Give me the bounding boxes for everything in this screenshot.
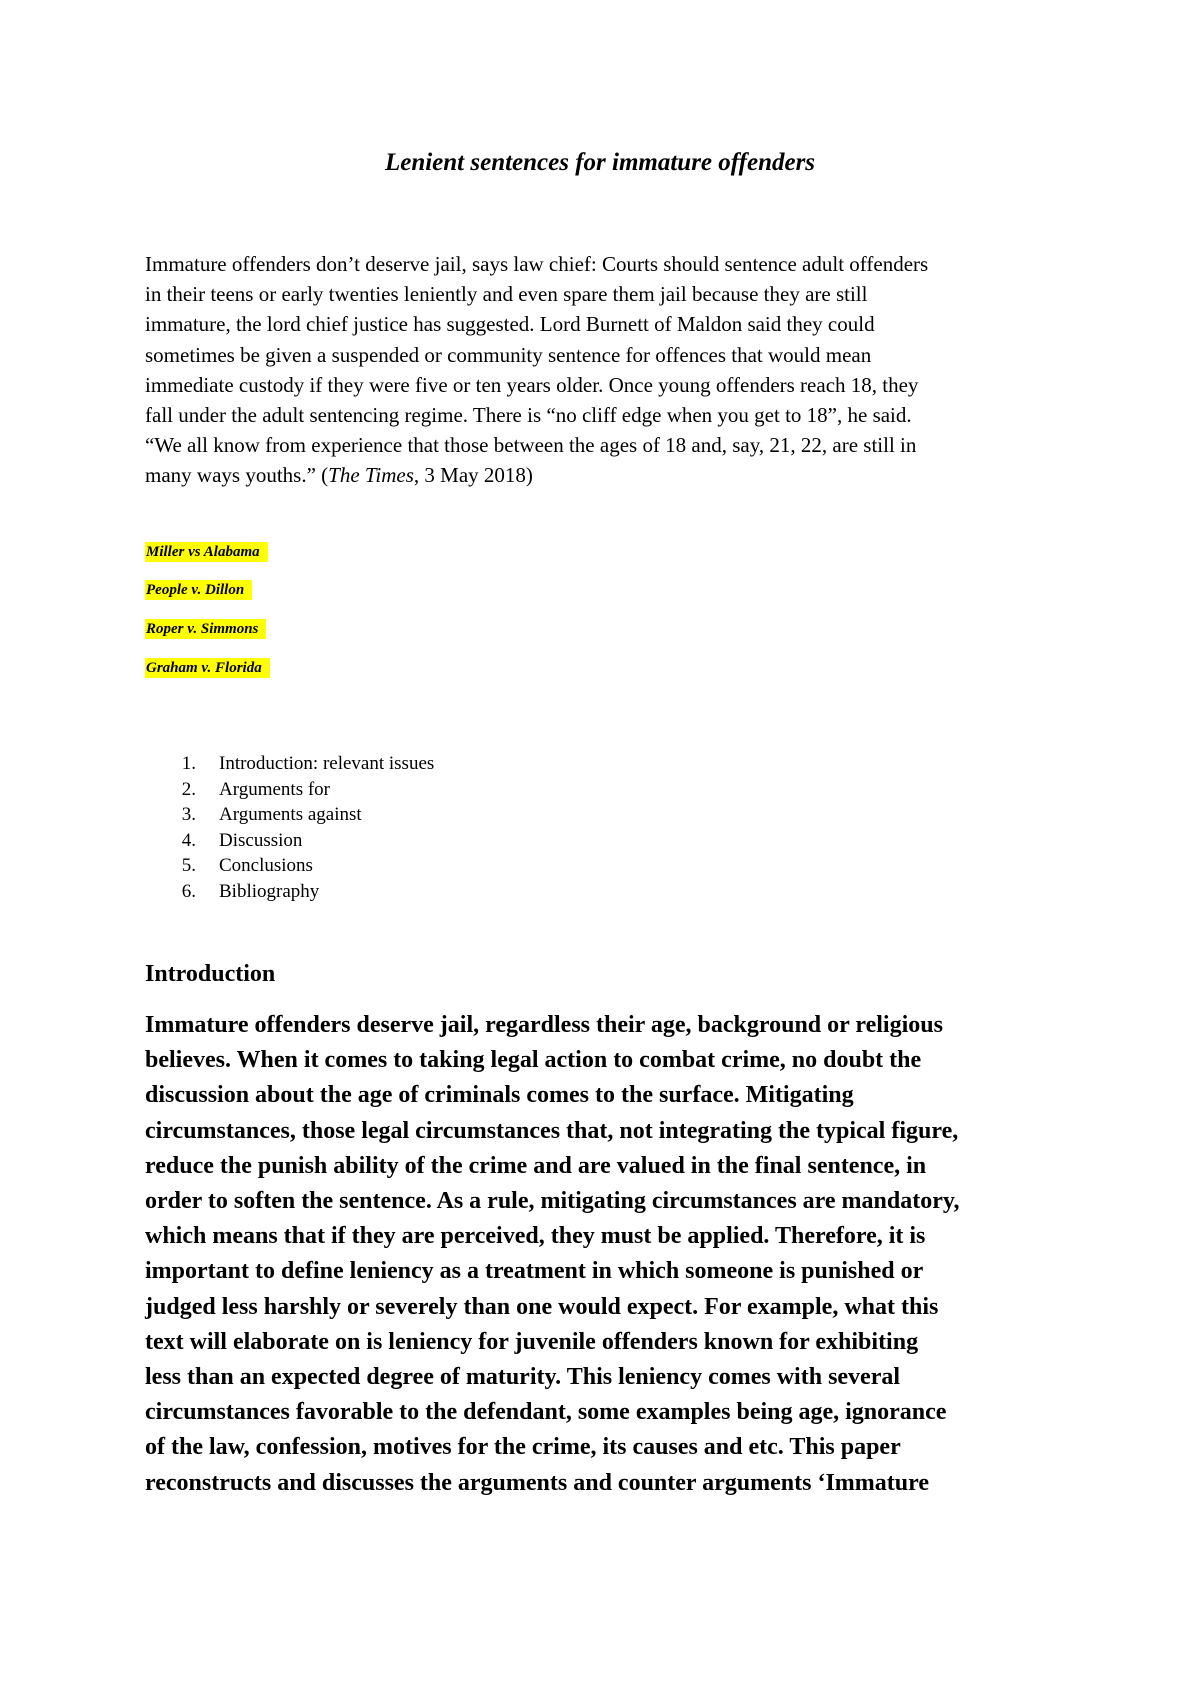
intro-line: judged less harshly or severely than one would expect. For example, what this [145,1293,939,1320]
quote-line: immediate custody if they were five or ten years older. Once young offenders reach 18, they [145,372,919,397]
case-graham-v-florida: Graham v. Florida [145,658,270,678]
outline-item-label: Introduction: relevant issues [219,753,435,774]
outline-item-label: Arguments against [219,804,362,826]
intro-line: circumstances, those legal circumstances that, not integrating the typical figure, [145,1117,959,1144]
outline-item-label: Conclusions [219,855,313,877]
case-people-v-dillon: People v. Dillon [145,580,252,600]
quote-last-line [145,460,1090,490]
outline-item-number: 6. [181,880,196,902]
intro-line: less than an expected degree of maturity. This leniency comes with several [145,1364,901,1391]
quote-line: Immature offenders don’t deserve jail, says law chief: Courts should sentence adult offenders [145,252,929,276]
quote-last-line-start: many ways youths.” ( [145,463,329,488]
outline-item-number: 4. [181,829,196,851]
quote-source-name: The Times [328,463,414,488]
outline-item-number: 5. [181,855,196,877]
quote-line: “We all know from experience that those between the ages of 18 and, say, 21, 22, are still in [145,433,917,458]
quote-line: immature, the lord chief justice has suggested. Lord Burnett of Maldon said they could [145,312,875,337]
intro-line: believes. When it comes to taking legal action to combat crime, no doubt the [145,1047,922,1074]
intro-line: text will elaborate on is leniency for juvenile offenders known for exhibiting [145,1328,919,1355]
intro-line: which means that if they are perceived, they must be applied. Therefore, it is [145,1223,926,1250]
outline-item-number: 3. [181,804,196,826]
intro-line: discussion about the age of criminals comes to the surface. Mitigating [145,1082,854,1109]
news-quote-paragraph [145,249,1090,491]
introduction-paragraph [145,1008,1075,1501]
quote-line: fall under the adult sentencing regime. There is “no cliff edge when you get to 18”, he said. [145,403,912,428]
case-roper-v-simmons: Roper v. Simmons [145,619,266,639]
outline-item-label: Arguments for [219,778,330,800]
outline-item-number: 1. [181,753,196,774]
intro-line: reduce the punish ability of the crime and are valued in the final sentence, in [145,1152,927,1179]
quote-line: sometimes be given a suspended or community sentence for offences that would mean [145,342,872,367]
outline-item-number: 2. [181,778,196,800]
intro-line: important to define leniency as a treatment in which someone is punished or [145,1258,924,1285]
intro-line: order to soften the sentence. As a rule, mitigating circumstances are mandatory, [145,1188,960,1215]
intro-line: Immature offenders deserve jail, regardless their age, background or religious [145,1012,943,1038]
quote-last-line-end: , 3 May 2018) [413,463,533,488]
intro-line: circumstances favorable to the defendant, some examples being age, ignorance [145,1399,947,1426]
introduction-heading: Introduction [145,961,276,987]
outline-item-label: Bibliography [219,880,320,902]
quote-line: in their teens or early twenties leniently and even spare them jail because they are still [145,282,868,307]
document-title: Lenient sentences for immature offenders [384,149,816,176]
case-miller-vs-alabama: Miller vs Alabama [145,542,268,562]
intro-line: reconstructs and discusses the arguments and counter arguments ‘Immature [145,1469,929,1496]
intro-line: of the law, confession, motives for the crime, its causes and etc. This paper [145,1434,901,1461]
outline-item-label: Discussion [219,829,303,851]
